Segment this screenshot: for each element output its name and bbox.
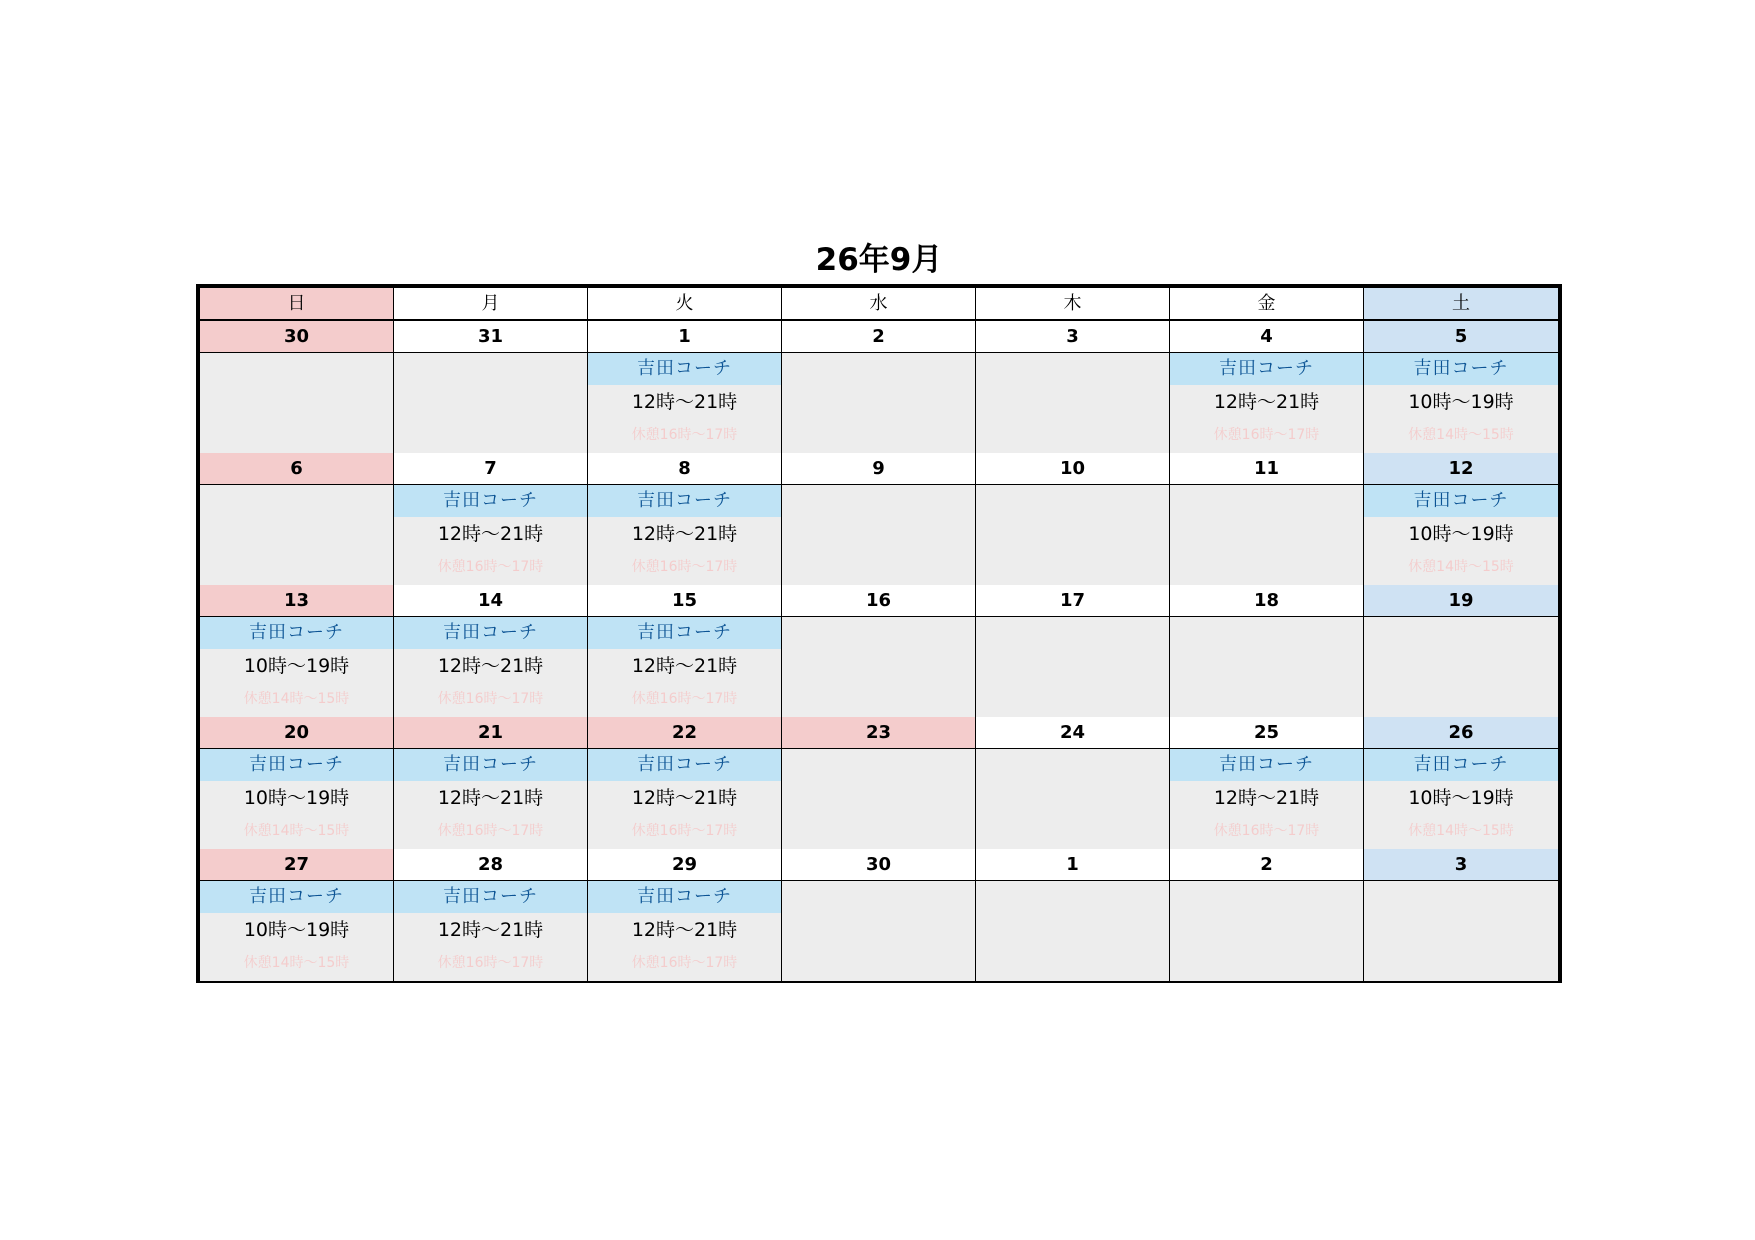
calendar-day-cell: [1364, 585, 1558, 717]
day-content: [782, 353, 975, 453]
break-time: 休憩16時～17時: [631, 691, 738, 707]
calendar-day-cell: [1364, 453, 1558, 585]
day-content: [976, 353, 1169, 453]
coach-name: 吉田コーチ: [394, 881, 587, 913]
calendar-day-cell: [782, 585, 976, 717]
calendar-day-cell: [394, 585, 588, 717]
weekday-sunday: 日: [200, 288, 394, 319]
day-number: 23: [782, 717, 975, 749]
working-hours: 12時～21時: [631, 523, 738, 545]
day-content: [394, 485, 587, 585]
calendar-day-cell: [1170, 585, 1364, 717]
day-content: [1170, 485, 1363, 585]
day-number: 15: [588, 585, 781, 617]
calendar-day-cell: [1364, 717, 1558, 849]
day-number: 1: [588, 321, 781, 353]
day-number: 2: [1170, 849, 1363, 881]
calendar-day-cell: [976, 453, 1170, 585]
calendar-day-cell: [976, 717, 1170, 849]
break-time: 休憩16時～17時: [631, 559, 738, 575]
day-content: [1170, 353, 1363, 453]
calendar-day-cell: [588, 717, 782, 849]
day-number: 7: [394, 453, 587, 485]
day-content: [1170, 881, 1363, 981]
day-number: 18: [1170, 585, 1363, 617]
day-content: [1364, 617, 1558, 717]
day-content: [588, 749, 781, 849]
day-content: [394, 881, 587, 981]
calendar-day-cell: [1364, 321, 1558, 453]
coach-name: 吉田コーチ: [394, 485, 587, 517]
calendar-week: [200, 321, 1558, 453]
coach-name: 吉田コーチ: [200, 881, 393, 913]
coach-name: 吉田コーチ: [1364, 749, 1558, 781]
calendar-day-cell: [588, 321, 782, 453]
day-number: 24: [976, 717, 1169, 749]
day-content: [200, 485, 393, 585]
calendar-day-cell: [200, 717, 394, 849]
day-content: [394, 749, 587, 849]
day-content: [976, 749, 1169, 849]
coach-name: 吉田コーチ: [1170, 749, 1363, 781]
break-time: 休憩14時～15時: [1408, 823, 1514, 839]
working-hours: 12時～21時: [631, 787, 738, 809]
break-time: 休憩14時～15時: [243, 823, 350, 839]
calendar-day-cell: [1170, 453, 1364, 585]
day-content: [1364, 485, 1558, 585]
coach-name: 吉田コーチ: [588, 353, 781, 385]
calendar-day-cell: [1170, 321, 1364, 453]
calendar-weeks: [200, 321, 1558, 981]
day-number: 8: [588, 453, 781, 485]
day-number: 29: [588, 849, 781, 881]
day-number: 27: [200, 849, 393, 881]
calendar-day-cell: [200, 849, 394, 981]
coach-name: 吉田コーチ: [200, 749, 393, 781]
break-time: 休憩16時～17時: [631, 823, 738, 839]
day-content: [200, 617, 393, 717]
day-number: 1: [976, 849, 1169, 881]
coach-name: 吉田コーチ: [588, 485, 781, 517]
calendar-day-cell: [394, 849, 588, 981]
working-hours: 12時～21時: [1213, 391, 1320, 413]
break-time: 休憩16時～17時: [437, 691, 544, 707]
break-time: 休憩16時～17時: [1213, 823, 1320, 839]
calendar-day-cell: [200, 321, 394, 453]
working-hours: 12時～21時: [437, 919, 544, 941]
day-number: 30: [200, 321, 393, 353]
day-content: [782, 749, 975, 849]
calendar-day-cell: [782, 849, 976, 981]
coach-name: 吉田コーチ: [1364, 485, 1558, 517]
working-hours: 10時～19時: [243, 919, 350, 941]
working-hours: 10時～19時: [243, 655, 350, 677]
working-hours: 10時～19時: [1408, 391, 1514, 413]
working-hours: 12時～21時: [631, 391, 738, 413]
weekday-friday: 金: [1170, 288, 1364, 319]
day-number: 13: [200, 585, 393, 617]
working-hours: 10時～19時: [243, 787, 350, 809]
calendar-day-cell: [782, 717, 976, 849]
day-content: [782, 881, 975, 981]
break-time: 休憩16時～17時: [437, 823, 544, 839]
weekday-header-row: [200, 288, 1558, 321]
calendar-day-cell: [394, 321, 588, 453]
working-hours: 10時～19時: [1408, 787, 1514, 809]
day-content: [782, 485, 975, 585]
weekday-monday: 月: [394, 288, 588, 319]
weekday-thursday: 木: [976, 288, 1170, 319]
day-number: 3: [976, 321, 1169, 353]
calendar-day-cell: [394, 717, 588, 849]
coach-name: 吉田コーチ: [588, 617, 781, 649]
calendar-day-cell: [394, 453, 588, 585]
calendar-day-cell: [200, 585, 394, 717]
day-number: 9: [782, 453, 975, 485]
calendar-day-cell: [976, 585, 1170, 717]
day-number: 22: [588, 717, 781, 749]
calendar-day-cell: [976, 849, 1170, 981]
day-number: 4: [1170, 321, 1363, 353]
day-content: [394, 353, 587, 453]
day-number: 5: [1364, 321, 1558, 353]
calendar-week: [200, 717, 1558, 849]
day-content: [200, 353, 393, 453]
working-hours: 12時～21時: [1213, 787, 1320, 809]
break-time: 休憩16時～17時: [437, 559, 544, 575]
calendar-day-cell: [1170, 849, 1364, 981]
day-number: 31: [394, 321, 587, 353]
day-content: [1364, 749, 1558, 849]
day-content: [200, 749, 393, 849]
working-hours: 12時～21時: [631, 655, 738, 677]
day-number: 19: [1364, 585, 1558, 617]
day-content: [1364, 353, 1558, 453]
calendar-week: [200, 849, 1558, 981]
calendar-day-cell: [782, 453, 976, 585]
calendar-day-cell: [782, 321, 976, 453]
coach-name: 吉田コーチ: [394, 749, 587, 781]
working-hours: 10時～19時: [1408, 523, 1514, 545]
day-content: [1170, 749, 1363, 849]
day-number: 12: [1364, 453, 1558, 485]
day-number: 30: [782, 849, 975, 881]
break-time: 休憩14時～15時: [1408, 427, 1514, 443]
weekday-wednesday: 水: [782, 288, 976, 319]
day-number: 26: [1364, 717, 1558, 749]
day-number: 17: [976, 585, 1169, 617]
day-number: 10: [976, 453, 1169, 485]
day-number: 28: [394, 849, 587, 881]
coach-name: 吉田コーチ: [394, 617, 587, 649]
calendar-day-cell: [976, 321, 1170, 453]
break-time: 休憩16時～17時: [631, 427, 738, 443]
calendar-day-cell: [1170, 717, 1364, 849]
day-number: 3: [1364, 849, 1558, 881]
day-content: [588, 881, 781, 981]
coach-name: 吉田コーチ: [1364, 353, 1558, 385]
working-hours: 12時～21時: [437, 655, 544, 677]
day-content: [976, 485, 1169, 585]
calendar-title: 26年9月: [815, 242, 943, 278]
day-number: 25: [1170, 717, 1363, 749]
working-hours: 12時～21時: [437, 523, 544, 545]
day-content: [1170, 617, 1363, 717]
break-time: 休憩14時～15時: [243, 691, 350, 707]
working-hours: 12時～21時: [631, 919, 738, 941]
day-number: 11: [1170, 453, 1363, 485]
day-content: [1364, 881, 1558, 981]
day-content: [782, 617, 975, 717]
break-time: 休憩16時～17時: [631, 955, 738, 971]
weekday-tuesday: 火: [588, 288, 782, 319]
working-hours: 12時～21時: [437, 787, 544, 809]
day-number: 20: [200, 717, 393, 749]
day-content: [394, 617, 587, 717]
day-content: [588, 485, 781, 585]
calendar-day-cell: [200, 453, 394, 585]
day-content: [976, 617, 1169, 717]
calendar-day-cell: [1364, 849, 1558, 981]
day-content: [588, 617, 781, 717]
coach-name: 吉田コーチ: [588, 749, 781, 781]
weekday-saturday: 土: [1364, 288, 1558, 319]
day-number: 6: [200, 453, 393, 485]
monthly-calendar: [196, 284, 1562, 983]
day-content: [588, 353, 781, 453]
coach-name: 吉田コーチ: [588, 881, 781, 913]
day-number: 14: [394, 585, 587, 617]
calendar-day-cell: [588, 849, 782, 981]
break-time: 休憩16時～17時: [437, 955, 544, 971]
coach-name: 吉田コーチ: [1170, 353, 1363, 385]
day-number: 21: [394, 717, 587, 749]
coach-name: 吉田コーチ: [200, 617, 393, 649]
day-content: [200, 881, 393, 981]
calendar-day-cell: [588, 453, 782, 585]
break-time: 休憩14時～15時: [243, 955, 350, 971]
calendar-week: [200, 585, 1558, 717]
break-time: 休憩14時～15時: [1408, 559, 1514, 575]
day-number: 2: [782, 321, 975, 353]
calendar-day-cell: [588, 585, 782, 717]
day-number: 16: [782, 585, 975, 617]
break-time: 休憩16時～17時: [1213, 427, 1320, 443]
day-content: [976, 881, 1169, 981]
calendar-week: [200, 453, 1558, 585]
